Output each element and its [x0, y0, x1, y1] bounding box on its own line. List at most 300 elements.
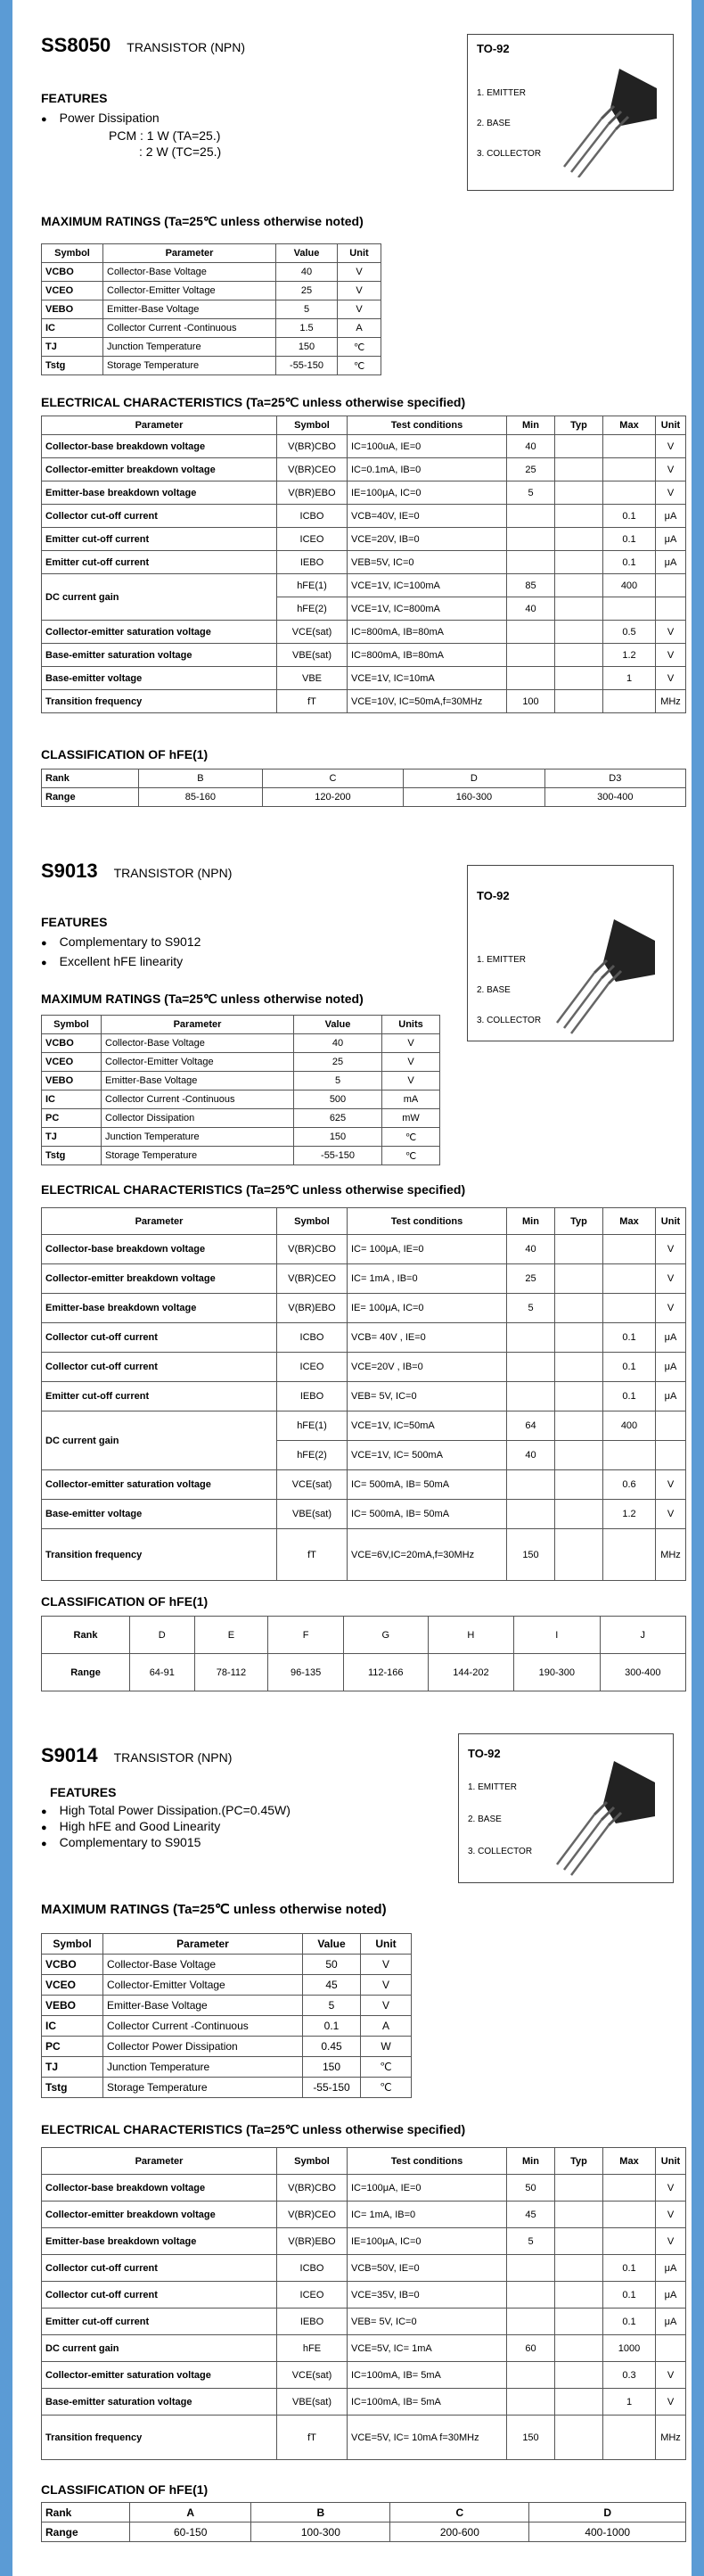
cell: IC: [42, 319, 103, 338]
cell: VCBO: [42, 1955, 103, 1975]
cell: VCE(sat): [277, 1470, 348, 1500]
feature-item: ● High hFE and Good Linearity: [41, 1819, 220, 1833]
cell: [555, 574, 603, 597]
cell: Base-emitter voltage: [42, 667, 277, 690]
col-unit: Units: [382, 1016, 440, 1034]
pin-label-base: 2. BASE: [477, 119, 511, 128]
feature-item: ● High Total Power Dissipation.(PC=0.45W): [41, 1803, 291, 1817]
cell: μA: [656, 1353, 686, 1382]
cell: VEBO: [42, 1996, 103, 2016]
cell: 5: [507, 481, 555, 505]
cell: VCE(sat): [277, 621, 348, 644]
transistor-package-icon: [557, 62, 668, 177]
feature-item: ● Excellent hFE linearity: [41, 954, 183, 968]
cell: Emitter cut-off current: [42, 2309, 277, 2335]
cell: C: [390, 2503, 529, 2523]
cell: MHz: [656, 690, 686, 713]
cell: Collector Current -Continuous: [103, 319, 276, 338]
power-line-1: PCM : 1 W (TA=25.): [109, 128, 221, 143]
cell: Collector cut-off current: [42, 1323, 277, 1353]
cell: V(BR)CBO: [277, 435, 348, 458]
cell: [656, 2335, 686, 2362]
cell: IE= 100μA, IC=0: [348, 1294, 507, 1323]
cell: V(BR)EBO: [277, 2228, 348, 2255]
cell: Storage Temperature: [103, 2078, 303, 2098]
table-row: [42, 1034, 440, 1053]
power-line-2: : 2 W (TC=25.): [139, 144, 222, 159]
cell: Emitter-Base Voltage: [103, 300, 276, 319]
cell: Tstg: [42, 2078, 103, 2098]
cell: V: [656, 2228, 686, 2255]
col-parameter: Parameter: [103, 244, 276, 263]
cell: V(BR)EBO: [277, 481, 348, 505]
cell: V: [656, 1235, 686, 1264]
cell: IC: [42, 2016, 103, 2037]
features-heading: FEATURES: [41, 915, 108, 929]
cell: 0.1: [603, 1353, 656, 1382]
cell: D: [529, 2503, 686, 2523]
cell: 40: [507, 435, 555, 458]
cell: 25: [507, 1264, 555, 1294]
datasheet-page: [12, 0, 692, 2576]
cell: V: [382, 1053, 440, 1072]
cell: 45: [303, 1975, 361, 1996]
cell: V: [338, 263, 381, 282]
cell: IC= 1mA, IB=0: [348, 2202, 507, 2228]
cell: [507, 2255, 555, 2282]
cell: Emitter-base breakdown voltage: [42, 1294, 277, 1323]
cell: ℃: [361, 2078, 412, 2098]
cell: 0.1: [603, 528, 656, 551]
table-row: [42, 2175, 686, 2202]
cell: [656, 574, 686, 597]
cell: [507, 2389, 555, 2416]
cell: VCE=5V, IC= 10mA f=30MHz: [348, 2416, 507, 2460]
cell: VCE=35V, IB=0: [348, 2282, 507, 2309]
table-row: [42, 2016, 412, 2037]
cell: A: [361, 2016, 412, 2037]
col-min: Min: [507, 416, 555, 435]
col-symbol: Symbol: [42, 1934, 103, 1955]
classification-table: [41, 1616, 686, 1691]
electrical-heading: ELECTRICAL CHARACTERISTICS (Ta=25℃ unless otherwise specified): [41, 2122, 466, 2136]
cell: 25: [294, 1053, 382, 1072]
cell: 0.45: [303, 2037, 361, 2057]
col-unit: Unit: [656, 2148, 686, 2175]
cell: VCE=20V , IB=0: [348, 1353, 507, 1382]
cell: Collector cut-off current: [42, 1353, 277, 1382]
cell: D3: [544, 770, 685, 788]
classification-table: [41, 2502, 686, 2542]
cell: hFE(2): [277, 597, 348, 621]
cell: V: [382, 1034, 440, 1053]
cell: Rank: [42, 2503, 130, 2523]
table-row: [42, 1955, 412, 1975]
cell: [603, 2202, 656, 2228]
cell: 150: [276, 338, 338, 357]
cell: 200-600: [390, 2523, 529, 2542]
col-parameter: Parameter: [102, 1016, 294, 1034]
cell: V: [656, 2389, 686, 2416]
cell: V: [656, 481, 686, 505]
cell: 0.3: [603, 2362, 656, 2389]
cell: VBE(sat): [277, 1500, 348, 1529]
cell: [603, 1529, 656, 1581]
cell: V(BR)EBO: [277, 1294, 348, 1323]
cell: Collector-emitter breakdown voltage: [42, 1264, 277, 1294]
cell: [555, 2389, 603, 2416]
cell: [555, 1382, 603, 1411]
cell: VBE: [277, 667, 348, 690]
cell: Collector Dissipation: [102, 1109, 294, 1128]
cell: 0.5: [603, 621, 656, 644]
cell: Transition frequency: [42, 2416, 277, 2460]
table-row: [42, 770, 686, 788]
cell: 1.2: [603, 1500, 656, 1529]
cell: Emitter cut-off current: [42, 1382, 277, 1411]
cell: Base-emitter saturation voltage: [42, 644, 277, 667]
cell: VEB= 5V, IC=0: [348, 1382, 507, 1411]
pin-label-base: 2. BASE: [477, 985, 511, 995]
cell: 400: [603, 574, 656, 597]
cell: [603, 435, 656, 458]
cell: ICEO: [277, 528, 348, 551]
cell: 150: [507, 2416, 555, 2460]
col-test-conditions: Test conditions: [348, 416, 507, 435]
pin-label-base: 2. BASE: [468, 1815, 502, 1824]
cell: 400-1000: [529, 2523, 686, 2542]
cell: V: [656, 644, 686, 667]
table-header-row: [42, 2148, 686, 2175]
section-s9013: [12, 838, 692, 1712]
table-row: [42, 357, 381, 375]
cell: 1.2: [603, 644, 656, 667]
cell: [555, 1441, 603, 1470]
cell: [507, 644, 555, 667]
cell: 96-135: [268, 1654, 343, 1691]
cell: Storage Temperature: [103, 357, 276, 375]
classification-heading: CLASSIFICATION OF hFE(1): [41, 1594, 209, 1609]
cell: -55-150: [303, 2078, 361, 2098]
features-heading: FEATURES: [41, 91, 108, 105]
package-title: TO-92: [468, 1747, 501, 1760]
col-unit: Unit: [656, 416, 686, 435]
cell: VCBO: [42, 1034, 102, 1053]
cell: VCE=6V,IC=20mA,f=30MHz: [348, 1529, 507, 1581]
table-row: [42, 1264, 686, 1294]
cell: 1000: [603, 2335, 656, 2362]
col-symbol: Symbol: [277, 2148, 348, 2175]
cell: PC: [42, 2037, 103, 2057]
cell: VCEO: [42, 1053, 102, 1072]
cell: 160-300: [404, 788, 544, 807]
cell: 0.1: [603, 505, 656, 528]
cell: VCBO: [42, 263, 103, 282]
cell: 5: [276, 300, 338, 319]
cell: hFE(2): [277, 1441, 348, 1470]
table-header-row: [42, 1208, 686, 1235]
features-heading: FEATURES: [50, 1785, 117, 1799]
cell: TJ: [42, 1128, 102, 1147]
cell: A: [338, 319, 381, 338]
cell: 0.1: [603, 2255, 656, 2282]
cell: V: [361, 1996, 412, 2016]
transistor-package-icon: [548, 910, 668, 1035]
cell: Emitter-Base Voltage: [103, 1996, 303, 2016]
cell: ℃: [382, 1147, 440, 1165]
package-title: TO-92: [477, 42, 510, 55]
cell: [555, 644, 603, 667]
cell: 300-400: [600, 1654, 685, 1691]
cell: μA: [656, 2282, 686, 2309]
cell: V(BR)CEO: [277, 458, 348, 481]
cell: [603, 1235, 656, 1264]
table-row: [42, 2523, 686, 2542]
col-typ: Typ: [555, 416, 603, 435]
cell: 85: [507, 574, 555, 597]
cell: Collector-base breakdown voltage: [42, 1235, 277, 1264]
classification-heading: CLASSIFICATION OF hFE(1): [41, 747, 209, 761]
cell: 0.1: [603, 1382, 656, 1411]
cell: Tstg: [42, 1147, 102, 1165]
cell: V: [656, 1500, 686, 1529]
cell: [555, 667, 603, 690]
max-ratings-heading: MAXIMUM RATINGS (Ta=25℃ unless otherwise noted): [41, 214, 364, 228]
cell: [603, 1294, 656, 1323]
cell: mA: [382, 1090, 440, 1109]
cell: Junction Temperature: [103, 338, 276, 357]
cell: IC=100mA, IB= 5mA: [348, 2362, 507, 2389]
cell: [507, 667, 555, 690]
cell: 78-112: [194, 1654, 268, 1691]
table-header-row: [42, 1934, 412, 1955]
cell: [555, 2228, 603, 2255]
cell: [507, 2309, 555, 2335]
cell: Collector cut-off current: [42, 505, 277, 528]
cell: Rank: [42, 1617, 130, 1654]
cell: V: [656, 2202, 686, 2228]
table-header-row: [42, 244, 381, 263]
cell: V: [656, 1264, 686, 1294]
cell: V: [656, 667, 686, 690]
cell: 40: [276, 263, 338, 282]
cell: μA: [656, 505, 686, 528]
cell: Junction Temperature: [102, 1128, 294, 1147]
cell: 0.1: [603, 551, 656, 574]
package-box: [458, 1733, 674, 1883]
cell: IEBO: [277, 551, 348, 574]
cell: [507, 1353, 555, 1382]
cell: 1.5: [276, 319, 338, 338]
cell: [555, 2416, 603, 2460]
table-row: [42, 1053, 440, 1072]
cell: Base-emitter voltage: [42, 1500, 277, 1529]
cell: [603, 458, 656, 481]
cell: V: [656, 458, 686, 481]
table-row: [42, 1996, 412, 2016]
classification-table: [41, 769, 686, 807]
pin-label-emitter: 1. EMITTER: [477, 955, 527, 965]
cell: [555, 505, 603, 528]
cell: V(BR)CEO: [277, 1264, 348, 1294]
cell: [555, 1235, 603, 1264]
col-unit: Unit: [361, 1934, 412, 1955]
cell: [603, 1264, 656, 1294]
col-symbol: Symbol: [42, 244, 103, 263]
cell: IE=100μA, IC=0: [348, 481, 507, 505]
cell: 144-202: [428, 1654, 513, 1691]
cell: VEBO: [42, 300, 103, 319]
cell: Emitter-Base Voltage: [102, 1072, 294, 1090]
cell: Collector-Emitter Voltage: [102, 1053, 294, 1072]
cell: V(BR)CEO: [277, 2202, 348, 2228]
cell: [555, 481, 603, 505]
cell: 85-160: [139, 788, 263, 807]
cell: H: [428, 1617, 513, 1654]
cell: Storage Temperature: [102, 1147, 294, 1165]
table-row: [42, 1411, 686, 1441]
cell: [656, 597, 686, 621]
cell: [555, 2255, 603, 2282]
table-row: [42, 551, 686, 574]
cell: IE=100μA, IC=0: [348, 2228, 507, 2255]
cell: [555, 1500, 603, 1529]
cell: TJ: [42, 338, 103, 357]
cell: IC= 100μA, IE=0: [348, 1235, 507, 1264]
cell: μA: [656, 2255, 686, 2282]
pin-label-emitter: 1. EMITTER: [468, 1782, 518, 1792]
cell: 150: [507, 1529, 555, 1581]
cell: [507, 1382, 555, 1411]
cell: fT: [277, 2416, 348, 2460]
cell: V: [656, 2362, 686, 2389]
cell: 5: [294, 1072, 382, 1090]
cell: V: [656, 1294, 686, 1323]
cell: VEBO: [42, 1072, 102, 1090]
table-row: [42, 505, 686, 528]
table-row: [42, 481, 686, 505]
cell: VCE=1V, IC=10mA: [348, 667, 507, 690]
package-title: TO-92: [477, 889, 510, 902]
cell: ℃: [338, 338, 381, 357]
cell: Collector-emitter breakdown voltage: [42, 458, 277, 481]
cell: 60: [507, 2335, 555, 2362]
cell: VCE=1V, IC= 500mA: [348, 1441, 507, 1470]
table-row: [42, 2228, 686, 2255]
cell: μA: [656, 551, 686, 574]
cell: J: [600, 1617, 685, 1654]
part-subtitle: TRANSISTOR (NPN): [113, 866, 233, 880]
cell: B: [251, 2503, 390, 2523]
part-title: S9013 TRANSISTOR (NPN): [41, 860, 233, 882]
cell: [555, 1470, 603, 1500]
col-max: Max: [603, 1208, 656, 1235]
cell: [507, 2362, 555, 2389]
feature-item: ● Complementary to S9012: [41, 934, 201, 949]
table-row: [42, 1147, 440, 1165]
table-row: [42, 1470, 686, 1500]
cell: [603, 597, 656, 621]
cell: 64-91: [130, 1654, 195, 1691]
cell: μA: [656, 1323, 686, 1353]
cell: V(BR)CBO: [277, 1235, 348, 1264]
table-row: [42, 1323, 686, 1353]
cell: Emitter-base breakdown voltage: [42, 481, 277, 505]
cell: Junction Temperature: [103, 2057, 303, 2078]
cell: 0.1: [303, 2016, 361, 2037]
cell: VCE=20V, IB=0: [348, 528, 507, 551]
cell: Collector-Base Voltage: [103, 1955, 303, 1975]
table-row: [42, 2335, 686, 2362]
table-row: [42, 282, 381, 300]
pin-label-emitter: 1. EMITTER: [477, 88, 527, 98]
col-min: Min: [507, 2148, 555, 2175]
cell: [555, 1353, 603, 1382]
table-row: [42, 2362, 686, 2389]
cell: Collector-Emitter Voltage: [103, 1975, 303, 1996]
cell: [555, 435, 603, 458]
table-row: [42, 1353, 686, 1382]
cell: V: [656, 2175, 686, 2202]
cell: VEB= 5V, IC=0: [348, 2309, 507, 2335]
cell: IC=100mA, IB= 5mA: [348, 2389, 507, 2416]
cell: VCB= 40V , IE=0: [348, 1323, 507, 1353]
cell: 40: [507, 597, 555, 621]
cell: V: [361, 1975, 412, 1996]
cell: hFE(1): [277, 574, 348, 597]
part-title: SS8050 TRANSISTOR (NPN): [41, 34, 246, 56]
cell: I: [514, 1617, 600, 1654]
cell: [603, 690, 656, 713]
cell: hFE(1): [277, 1411, 348, 1441]
cell: A: [130, 2503, 251, 2523]
cell: 0.1: [603, 2309, 656, 2335]
col-value: Value: [276, 244, 338, 263]
cell: ICEO: [277, 2282, 348, 2309]
table-row: [42, 1109, 440, 1128]
cell: [555, 2309, 603, 2335]
cell: Collector cut-off current: [42, 2255, 277, 2282]
col-parameter: Parameter: [42, 1208, 277, 1235]
cell: mW: [382, 1109, 440, 1128]
cell: μA: [656, 1382, 686, 1411]
table-row: [42, 1654, 686, 1691]
cell: [507, 2282, 555, 2309]
cell: IC=800mA, IB=80mA: [348, 621, 507, 644]
cell: VCE=1V, IC=50mA: [348, 1411, 507, 1441]
cell: [555, 1264, 603, 1294]
cell: VBE(sat): [277, 2389, 348, 2416]
cell: 150: [303, 2057, 361, 2078]
cell: [507, 551, 555, 574]
table-row: [42, 1529, 686, 1581]
cell: [507, 1500, 555, 1529]
col-test-conditions: Test conditions: [348, 1208, 507, 1235]
table-row: [42, 1294, 686, 1323]
cell: ℃: [382, 1128, 440, 1147]
cell: hFE: [277, 2335, 348, 2362]
cell: VCE=1V, IC=100mA: [348, 574, 507, 597]
cell: IC=800mA, IB=80mA: [348, 644, 507, 667]
cell: DC current gain: [42, 574, 277, 621]
cell: V: [361, 1955, 412, 1975]
cell: V: [656, 435, 686, 458]
cell: 50: [507, 2175, 555, 2202]
cell: VCE=10V, IC=50mA,f=30MHz: [348, 690, 507, 713]
cell: [555, 1411, 603, 1441]
cell: VCE(sat): [277, 2362, 348, 2389]
cell: [603, 2175, 656, 2202]
